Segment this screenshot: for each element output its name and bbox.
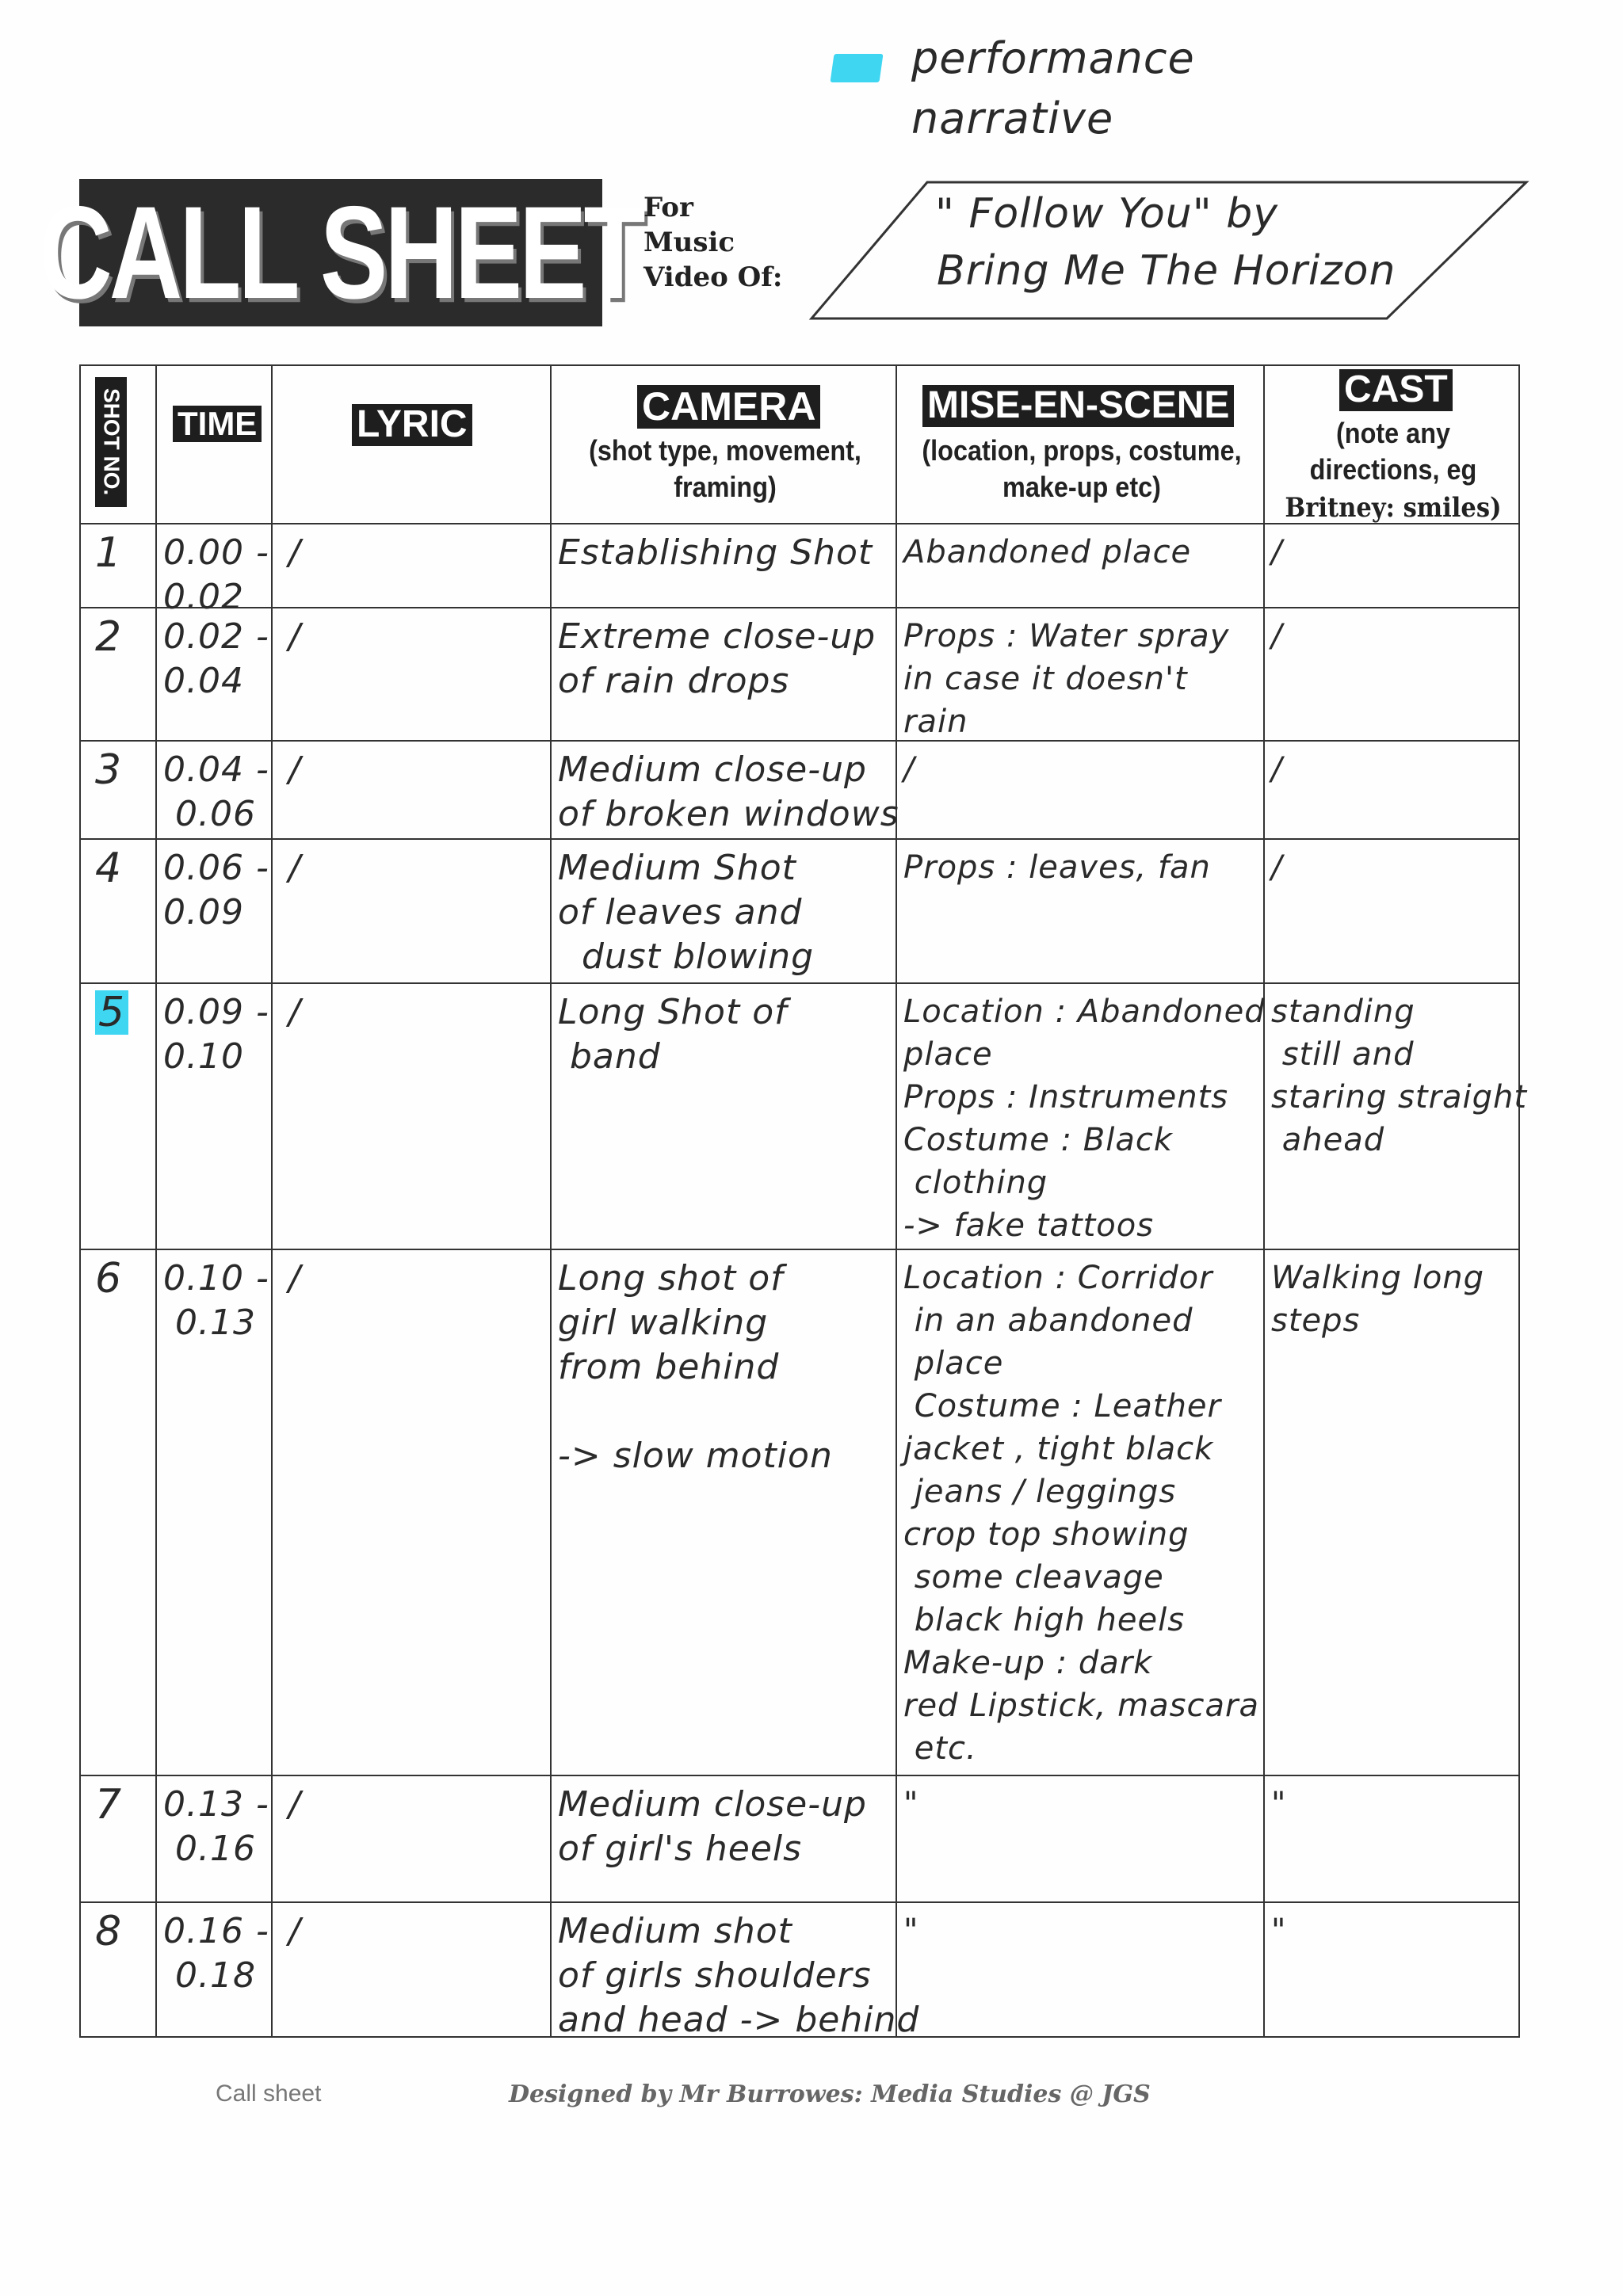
shot-camera: Extreme close-up of rain drops: [558, 616, 876, 701]
shot-camera: Long shot of girl walking from behind -> slow motion: [558, 1258, 833, 1476]
shot-number: 4: [95, 845, 123, 892]
footer-label: Call sheet: [216, 2081, 322, 2107]
for-label-line-2: Music: [643, 227, 735, 258]
shot-time: 0.00 - 0.02: [163, 532, 269, 617]
grid-line: [79, 607, 1520, 608]
for-label-line-3: Video Of:: [643, 261, 783, 293]
shot-lyric: /: [288, 1258, 301, 1299]
footer-credit: Designed by Mr Burrowes: Media Studies @ JGS: [509, 2081, 1151, 2108]
shot-time: 0.06 - 0.09: [163, 848, 269, 933]
shot-time: 0.02 - 0.04: [163, 616, 269, 701]
for-music-video-label: [643, 190, 782, 295]
shot-cast: /: [1271, 534, 1283, 570]
grid-line: [79, 1901, 1520, 1903]
shot-mise-en-scene: Abandoned place: [903, 534, 1192, 570]
shot-mise-en-scene: Location : Abandoned place Props : Instruments Costume : Black clothing -> fake tattoos: [903, 994, 1266, 1244]
shot-mise-en-scene: /: [903, 751, 915, 788]
shot-number: 3: [95, 746, 123, 794]
grid-line: [271, 364, 273, 2038]
col-header-camera: CAMERA: [637, 385, 820, 429]
grid-line: [550, 364, 552, 2038]
page-title: CALL SHEET: [39, 179, 643, 326]
shot-mise-en-scene: ": [903, 1786, 919, 1822]
grid-line: [79, 982, 1520, 984]
cast-subheader: (note any directions, eg: [1309, 417, 1477, 486]
grid-line: [79, 1775, 1520, 1776]
shot-cast: /: [1271, 849, 1283, 886]
performance-highlight-swatch: [830, 54, 883, 82]
grid-line: [1518, 364, 1520, 2038]
shot-camera: Medium close-up of broken windows: [558, 749, 899, 834]
shot-mise-en-scene: Props : Water spray in case it doesn't rain: [903, 618, 1230, 740]
shot-lyric: /: [288, 532, 301, 573]
grid-line: [79, 364, 81, 2038]
shot-time: 0.04 - 0.06: [163, 749, 269, 834]
grid-line: [155, 364, 157, 2038]
shot-number: 7: [95, 1781, 123, 1829]
legend-narrative: narrative: [911, 93, 1114, 143]
mise-en-scene-subheader: (location, props, costume, make-up etc): [922, 434, 1242, 503]
shot-lyric: /: [288, 616, 301, 657]
shot-cast: Walking long steps: [1271, 1260, 1485, 1339]
grid-line: [79, 1249, 1520, 1250]
shot-time: 0.09 - 0.10: [163, 992, 269, 1077]
call-sheet-title-box: [39, 179, 643, 326]
grid-line: [896, 364, 897, 2038]
shot-cast: ": [1271, 1913, 1287, 1949]
shot-mise-en-scene: ": [903, 1913, 919, 1949]
shot-time: 0.16 - 0.18: [163, 1911, 269, 1996]
shot-camera: Long Shot of band: [558, 992, 788, 1077]
legend-performance: performance: [911, 33, 1195, 83]
shot-mise-en-scene: Location : Corridor in an abandoned place Costume : Leather jacket , tight black jeans / leggings crop top showing some cleavage black high heels Make-up : dark red Lipstick, mascara etc.: [903, 1260, 1259, 1767]
shot-lyric: /: [288, 749, 301, 790]
shot-number: 2: [95, 613, 123, 661]
col-header-mise-en-scene: MISE-EN-SCENE: [922, 385, 1234, 427]
grid-line: [79, 838, 1520, 840]
col-header-cast: CAST: [1339, 369, 1453, 411]
cast-example: Britney: smiles): [1285, 492, 1502, 524]
shot-cast: ": [1271, 1786, 1287, 1822]
shot-time: 0.13 - 0.16: [163, 1784, 269, 1869]
shot-lyric: /: [288, 992, 301, 1032]
video-title-line-1: " Follow You" by: [935, 190, 1278, 238]
grid-line: [79, 740, 1520, 742]
grid-line: [79, 364, 1520, 366]
shot-lyric: /: [288, 1784, 301, 1825]
shot-camera: Medium close-up of girl's heels: [558, 1784, 867, 1869]
shot-cast: /: [1271, 618, 1283, 654]
shot-camera: Establishing Shot: [558, 532, 873, 573]
col-header-time: TIME: [173, 406, 262, 442]
shot-lyric: /: [288, 848, 301, 888]
video-title-box: [808, 179, 1537, 322]
video-title-line-2: Bring Me The Horizon: [937, 247, 1396, 295]
col-header-shot-no: SHOT NO.: [95, 377, 127, 507]
shot-lyric: /: [288, 1911, 301, 1951]
shot-number: 6: [95, 1255, 123, 1302]
shot-camera: Medium Shot of leaves and dust blowing: [558, 848, 815, 977]
col-header-lyric: LYRIC: [352, 404, 472, 446]
shot-cast: standing still and staring straight ahead: [1271, 994, 1528, 1158]
shot-cast: /: [1271, 751, 1283, 788]
shot-number: 1: [95, 529, 123, 577]
shot-time: 0.10 - 0.13: [163, 1258, 269, 1343]
shot-camera: Medium shot of girls shoulders and head -> behind: [558, 1911, 920, 2040]
shot-number: 8: [95, 1908, 123, 1955]
for-label-line-1: For: [643, 192, 693, 223]
shot-mise-en-scene: Props : leaves, fan: [903, 849, 1211, 886]
shot-number: 5: [95, 990, 128, 1035]
camera-subheader: (shot type, movement, framing): [589, 434, 861, 503]
